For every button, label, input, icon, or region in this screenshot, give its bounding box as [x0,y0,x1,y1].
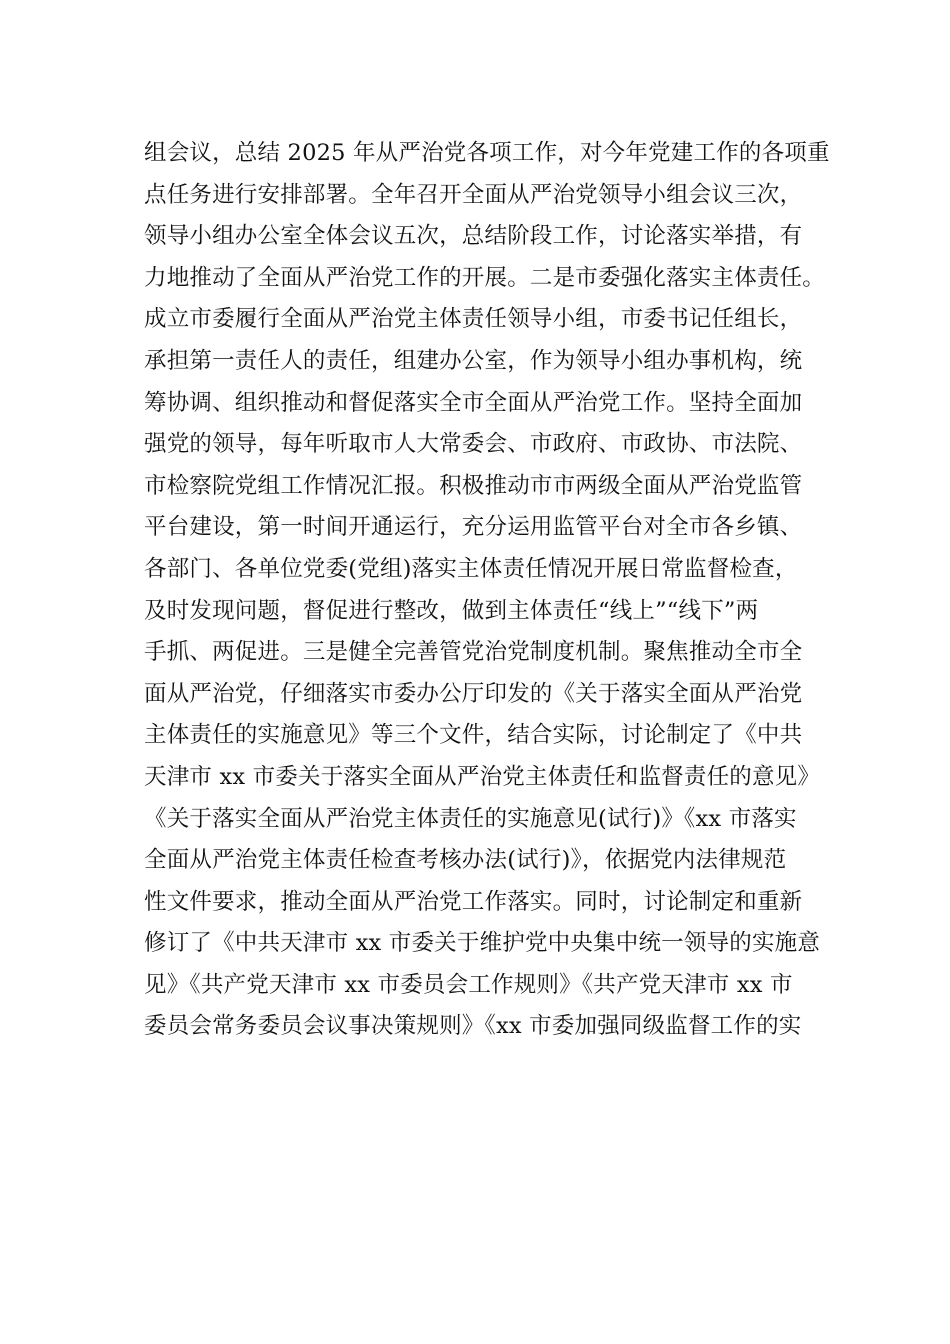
text-line: 市检察院党组工作情况汇报。积极推动市市两级全面从严治党监管 [144,472,803,499]
text-line: 力地推动了全面从严治党工作的开展。二是市委强化落实主体责任。 [144,264,826,291]
text-line: 修订了《中共天津市 xx 市委关于维护党中央集中统一领导的实施意 [144,930,821,957]
text-line: 承担第一责任人的责任，组建办公室，作为领导小组办事机构，统 [144,347,803,374]
text-line: 《关于落实全面从严治党主体责任的实施意见(试行)》《xx 市落实 [144,805,797,832]
text-line: 组会议，总结 2025 年从严治党各项工作，对今年党建工作的各项重 [144,140,830,166]
text-line: 筹协调、组织推动和督促落实全市全面从严治党工作。坚持全面加 [144,389,803,416]
text-line: 强党的领导，每年听取市人大常委会、市政府、市政协、市法院、 [144,431,803,458]
text-line: 及时发现问题，督促进行整改，做到主体责任“线上”“线下”两 [144,597,759,624]
text-line: 领导小组办公室全体会议五次，总结阶段工作，讨论落实举措，有 [144,223,803,250]
text-line: 主体责任的实施意见》等三个文件，结合实际，讨论制定了《中共 [144,722,803,749]
text-line: 委员会常务委员会议事决策规则》《xx 市委加强同级监督工作的实 [144,1013,802,1040]
text-line: 全面从严治党主体责任检查考核办法(试行)》，依据党内法律规范 [144,847,787,874]
text-line: 成立市委履行全面从严治党主体责任领导小组，市委书记任组长， [144,306,803,333]
body-text [144,133,830,1048]
text-line: 点任务进行安排部署。全年召开全面从严治党领导小组会议三次， [144,181,803,208]
text-line: 见》《共产党天津市 xx 市委员会工作规则》《共产党天津市 xx 市 [144,971,793,998]
text-line: 平台建设，第一时间开通运行，充分运用监管平台对全市各乡镇、 [144,514,803,541]
text-line: 面从严治党，仔细落实市委办公厅印发的《关于落实全面从严治党 [144,680,803,707]
text-line: 天津市 xx 市委关于落实全面从严治党主体责任和监督责任的意见》 [144,763,821,790]
text-line: 各部门、各单位党委(党组)落实主体责任情况开展日常监督检查， [144,555,798,582]
text-line: 手抓、两促进。三是健全完善管党治党制度机制。聚焦推动全市全 [144,639,803,666]
text-line: 性文件要求，推动全面从严治党工作落实。同时，讨论制定和重新 [144,888,803,915]
